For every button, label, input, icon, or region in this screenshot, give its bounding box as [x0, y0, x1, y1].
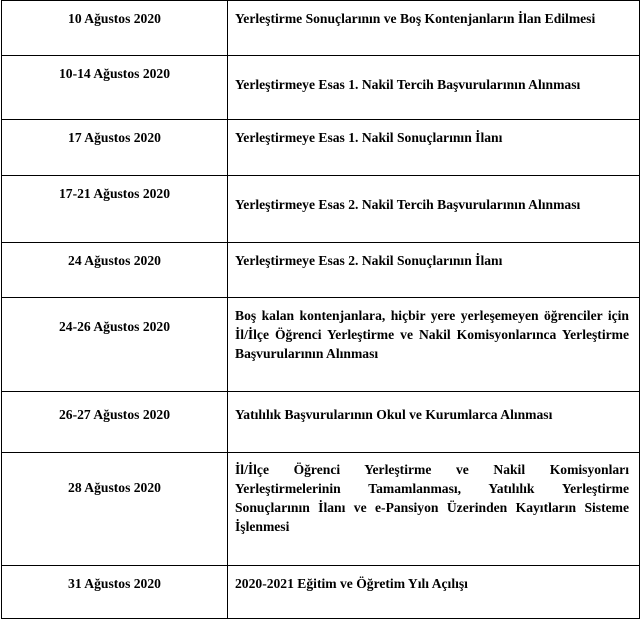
- table-row: [2, 453, 640, 566]
- description-cell: 2020-2021 Eğitim ve Öğretim Yılı Açılışı: [228, 566, 640, 619]
- description-cell: İl/İlçe Öğrenci Yerleştirme ve Nakil Komisyonları Yerleştirmelerinin Tamamlanması, Yatılılık Yerleştirme Sonuçlarının İlanı ve e-Pansiyon Üzerinden Kayıtların Sisteme İşlenmesi: [228, 453, 640, 566]
- table-row: [2, 566, 640, 619]
- description-cell: Yerleştirme Sonuçlarının ve Boş Kontenjanların İlan Edilmesi: [228, 1, 640, 56]
- table-row: [2, 120, 640, 176]
- description-cell: Boş kalan kontenjanlara, hiçbir yere yerleşemeyen öğrenciler için İl/İlçe Öğrenci Yerleştirme ve Nakil Komisyonlarınca Yerleştirme Başvurularının Alınması: [228, 298, 640, 392]
- description-cell: Yerleştirmeye Esas 1. Nakil Tercih Başvurularının Alınması: [228, 56, 640, 120]
- date-cell: 10-14 Ağustos 2020: [2, 56, 228, 120]
- table-row: [2, 56, 640, 120]
- table-row: [2, 1, 640, 56]
- date-cell: 10 Ağustos 2020: [2, 1, 228, 56]
- description-cell: Yerleştirmeye Esas 2. Nakil Sonuçlarının İlanı: [228, 243, 640, 298]
- description-cell: Yatılılık Başvurularının Okul ve Kurumlarca Alınması: [228, 392, 640, 453]
- table-row: [2, 392, 640, 453]
- table-row: [2, 176, 640, 243]
- date-cell: 24-26 Ağustos 2020: [2, 298, 228, 392]
- date-cell: 28 Ağustos 2020: [2, 453, 228, 566]
- schedule-table: [1, 0, 640, 619]
- date-cell: 17-21 Ağustos 2020: [2, 176, 228, 243]
- description-cell: Yerleştirmeye Esas 2. Nakil Tercih Başvurularının Alınması: [228, 176, 640, 243]
- date-cell: 26-27 Ağustos 2020: [2, 392, 228, 453]
- date-cell: 31 Ağustos 2020: [2, 566, 228, 619]
- table-row: [2, 298, 640, 392]
- table-row: [2, 243, 640, 298]
- description-cell: Yerleştirmeye Esas 1. Nakil Sonuçlarının İlanı: [228, 120, 640, 176]
- date-cell: 17 Ağustos 2020: [2, 120, 228, 176]
- date-cell: 24 Ağustos 2020: [2, 243, 228, 298]
